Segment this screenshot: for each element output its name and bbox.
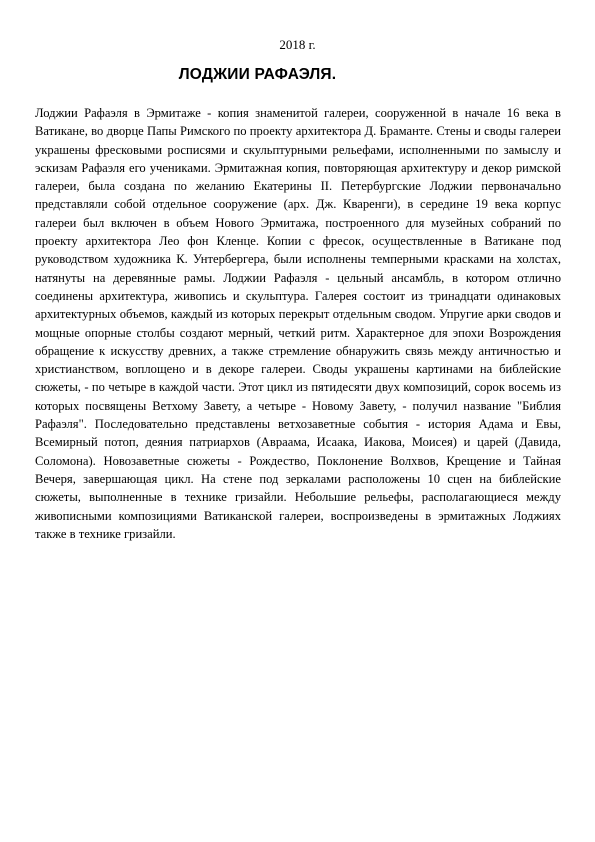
document-title: ЛОДЖИИ РАФАЭЛЯ. [178, 66, 337, 83]
document-body-paragraph: Лоджии Рафаэля в Эрмитаже - копия знаменитой галереи, сооруженной в начале 16 века в Ватикане, во дворце Папы Римского по проекту архитектора Д. Браманте. Стены и своды галереи украшены фресковыми росписями и скульптурными рельефами, исполненными по замыслу и эскизам Рафаэля его учениками. Эрмитажная копия, повторяющая архитектуру и декор римской галереи, была создана по желанию Екатерины II. Петербургские Лоджии первоначально представляли собой отдельное сооружение (арх. Дж. Кваренги), в середине 19 века корпус галереи был включен в объем Нового Эрмитажа, построенного для музейных собраний по проекту архитектора Лео фон Кленце. Копии с фресок, осуществленные в Ватикане под руководством художника К. Унтербергера, были исполнены темперными красками на холстах, натянуты на деревянные рамы. Лоджии Рафаэля - цельный ансамбль, в котором отлично соединены архитектура, живопись и скульптура. Галерея состоит из тринадцати одинаковых архитектурных объемов, каждый из которых перекрыт отдельным сводом. Упругие арки сводов и мощные опорные столбы создают мерный, четкий ритм. Характерное для эпохи Возрождения обращение к искусству древних, а также стремление обнаружить связь между античностью и христианством, воплощено и в декоре галереи. Своды украшены картинами на библейские сюжеты, - по четыре в каждой части. Этот цикл из пятидесяти двух композиций, сорок восемь из которых посвящены Ветхому Завету, а четыре - Новому Завету, - получил название "Библия Рафаэля". Последовательно представлены ветхозаветные события - история Адама и Евы, Всемирный потоп, деяния патриархов (Авраама, Исаака, Иакова, Моисея) и царей (Давида, Соломона). Новозаветные сюжеты - Рождество, Поклонение Волхвов, Крещение и Тайная Вечеря, завершающая цикл. На стене под зеркалами расположены 10 сцен на библейские сюжеты, выполненные в технике гризайли. Небольшие рельефы, располагающиеся между живописными композициями Ватиканской галереи, воспроизведены в эрмитажных Лоджиях также в технике гризайли. [35, 106, 561, 541]
document-year: 2018 г. [279, 37, 316, 52]
